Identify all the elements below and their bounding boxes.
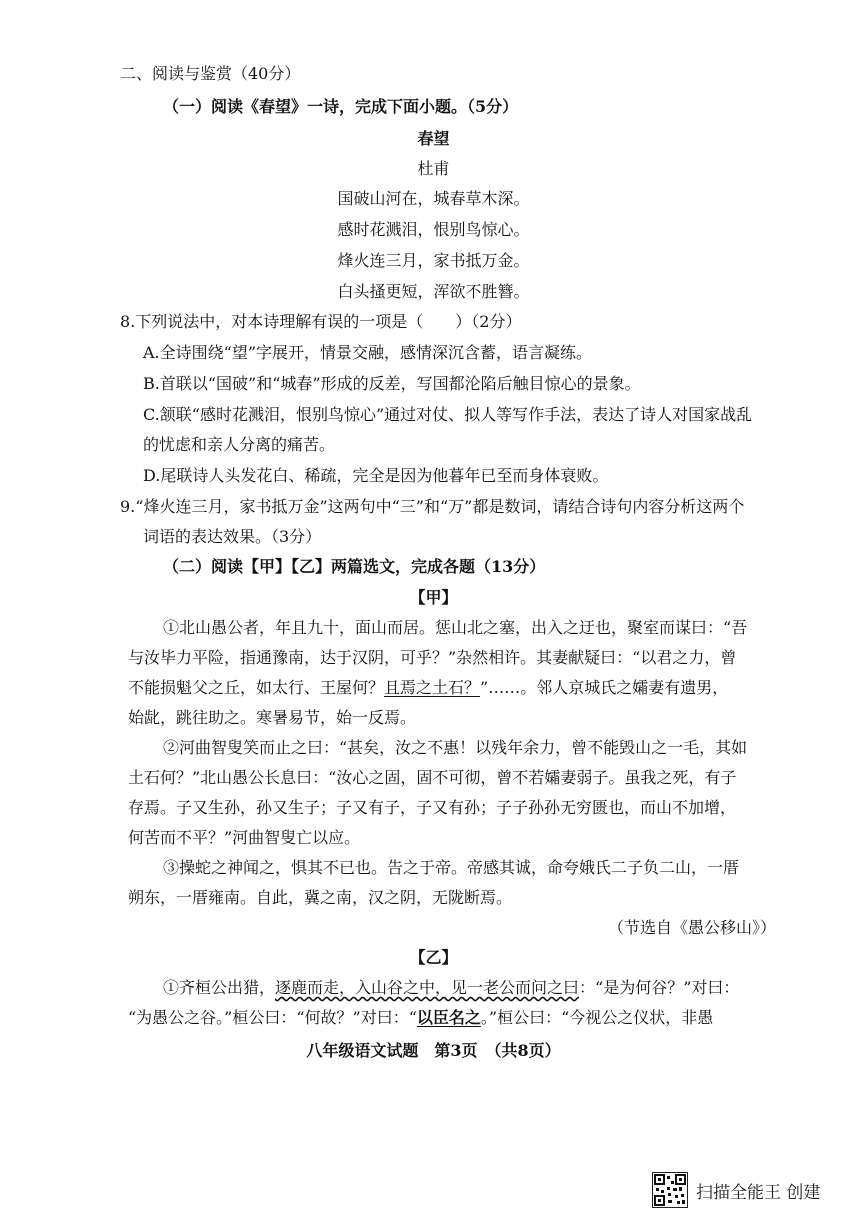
qr-code-icon bbox=[652, 1172, 688, 1208]
poem-title: 春望 bbox=[417, 129, 450, 148]
jia-text: ”……。邻人京城氏之孀妻有遗男， bbox=[480, 678, 729, 697]
poem-line: 烽火连三月，家书抵万金。 bbox=[337, 251, 530, 270]
question-8-stem: 8.下列说法中，对本诗理解有误的一项是（ ）（2分） bbox=[120, 312, 522, 331]
poem-line: 感时花溅泪，恨别鸟惊心。 bbox=[337, 220, 530, 239]
yi-text: ①齐桓公出猎， bbox=[163, 978, 276, 997]
question-9-line2: 词语的表达效果。（3分） bbox=[143, 527, 322, 546]
scanner-watermark bbox=[652, 1172, 842, 1208]
question-8-option-c: C.颔联“感时花溅泪，恨别鸟惊心”通过对仗、拟人等写作手法，表达了诗人对国家战乱 bbox=[143, 405, 753, 424]
passage-yi-label: 【乙】 bbox=[409, 948, 458, 967]
poem-line: 国破山河在，城春草木深。 bbox=[337, 189, 530, 208]
yi-text: ：“是为何谷？”对曰： bbox=[579, 978, 740, 997]
wavy-underlined-phrase: 逐鹿而走，入山谷之中，见一老公而问之曰 bbox=[275, 978, 580, 997]
jia-p3-line: ③操蛇之神闻之，惧其不已也。告之于帝。帝感其诚，命夸娥氏二子负二山，一厝 bbox=[163, 858, 740, 877]
question-8-option-a: A.全诗围绕“望”字展开，情景交融，感情深沉含蓄，语言凝练。 bbox=[143, 343, 593, 362]
yi-text: 。”桓公曰：“今视公之仪状，非愚 bbox=[480, 1008, 714, 1027]
poem-author: 杜甫 bbox=[417, 159, 450, 178]
jia-p1-line: 始龀，跳往助之。寒暑易节，始一反焉。 bbox=[128, 708, 417, 727]
question-8-option-c-cont: 的忧虑和亲人分离的痛苦。 bbox=[143, 435, 336, 454]
watermark-text: 扫描全能王 创建 bbox=[696, 1182, 821, 1203]
jia-p2-line: ②河曲智叟笑而止之曰：“甚矣，汝之不惠！以残年余力，曾不能毁山之一毛，其如 bbox=[163, 738, 748, 757]
poem-line: 白头搔更短，浑欲不胜簪。 bbox=[337, 282, 530, 301]
jia-p1-line: 与汝毕力平险，指通豫南，达于汉阴，可乎？”杂然相许。其妻献疑曰：“以君之力，曾 bbox=[128, 648, 737, 667]
jia-p2-line: 存焉。子又生孙，孙又生子；子又有子，子又有孙；子子孙孙无穷匮也，而山不加增， bbox=[128, 798, 737, 817]
jia-p2-line: 土石何？”北山愚公长息曰：“汝心之固，固不可彻，曾不若孀妻弱子。虽我之死，有子 bbox=[128, 768, 737, 787]
question-8-option-d: D.尾联诗人头发花白、稀疏，完全是因为他暮年已至而身体衰败。 bbox=[143, 466, 609, 485]
section-title: 二、阅读与鉴赏（40分） bbox=[120, 64, 301, 83]
question-8-option-b: B.首联以“国破”和“城春”形成的反差，写国都沦陷后触目惊心的景象。 bbox=[143, 374, 641, 393]
page-footer: 八年级语文试题 第3页 （共8页） bbox=[306, 1041, 561, 1060]
jia-text: 不能损魁父之丘，如太行、王屋何？ bbox=[128, 678, 385, 697]
jia-p1-line bbox=[128, 677, 728, 699]
yi-line bbox=[163, 977, 739, 999]
part2-heading: （二）阅读【甲】【乙】两篇选文，完成各题（13分） bbox=[163, 557, 546, 576]
jia-p1-line: ①北山愚公者，年且九十，面山而居。惩山北之塞，出入之迂也，聚室而谋曰：“吾 bbox=[163, 618, 748, 637]
part1-heading: （一）阅读《春望》一诗，完成下面小题。（5分） bbox=[163, 97, 519, 116]
underlined-phrase: 且焉之土石？ bbox=[384, 678, 481, 697]
passage-jia-label: 【甲】 bbox=[409, 588, 458, 607]
jia-p2-line: 何苦而不平？”河曲智叟亡以应。 bbox=[128, 828, 361, 847]
question-9-line1: 9.“烽火连三月，家书抵万金”这两句中“三”和“万”都是数词，请结合诗句内容分析这两个 bbox=[120, 497, 745, 516]
jia-source: （节选自《愚公移山》） bbox=[608, 918, 777, 937]
jia-p3-line: 朔东，一厝雍南。自此，冀之南，汉之阴，无陇断焉。 bbox=[128, 888, 513, 907]
yi-line bbox=[128, 1007, 713, 1029]
yi-text: “为愚公之谷。”桓公曰：“何故？”对曰：“ bbox=[128, 1008, 417, 1027]
underlined-phrase: 以臣名之 bbox=[416, 1008, 481, 1027]
